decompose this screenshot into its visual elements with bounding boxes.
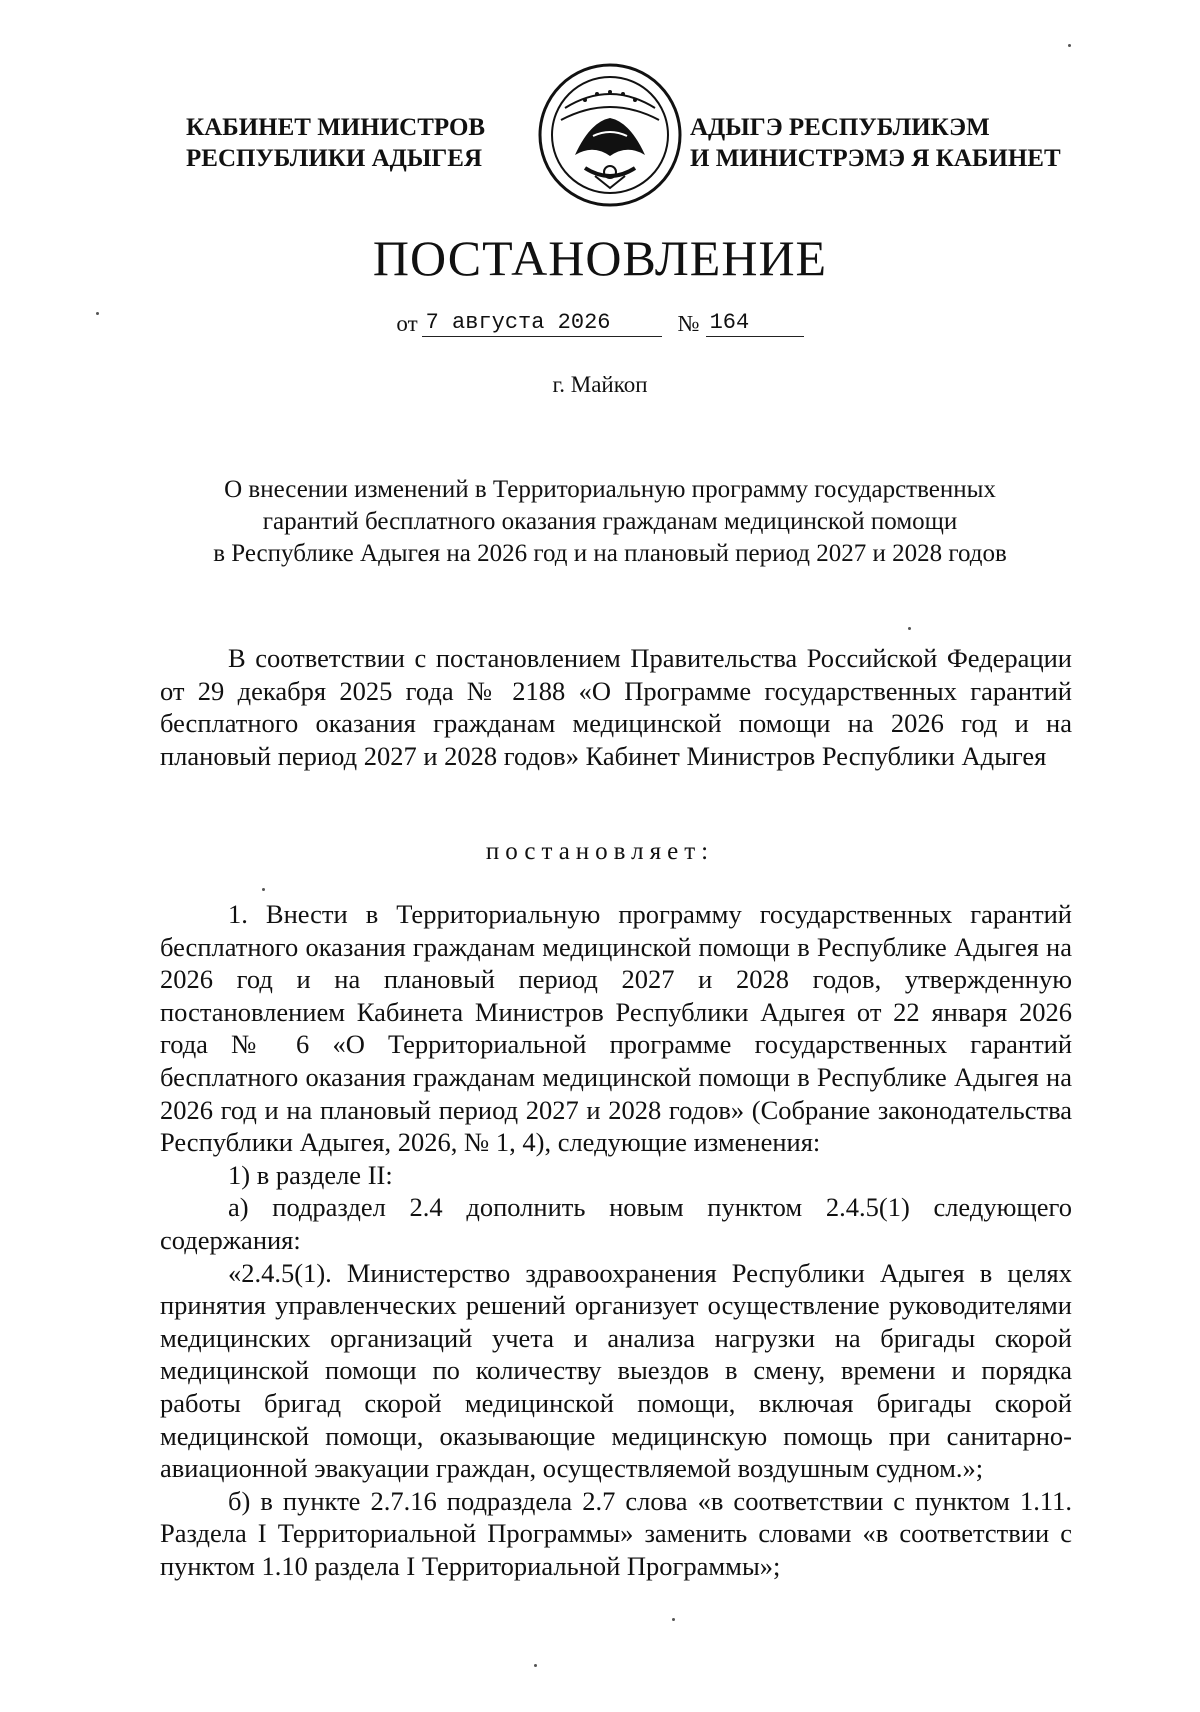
- city-line: г. Майкоп: [552, 372, 648, 397]
- issuer-russian-line1: КАБИНЕТ МИНИСТРОВ: [186, 114, 486, 141]
- scan-speck: [96, 312, 99, 315]
- issuer-russian-line2: РЕСПУБЛИКИ АДЫГЕЯ: [186, 145, 483, 172]
- scan-speck: [534, 1664, 537, 1667]
- number-field: 164: [706, 310, 804, 337]
- preamble-paragraph: В соответствии с постановлением Правительства Российской Федерации от 29 декабря 2025 года № 2188 «О Программе государственных гарантий бесплатного оказания гражданам медицинской помощи на 2026 год и на плановый период 2027 и 2028 годов» Кабинет Министров Республики Адыгея: [160, 643, 1072, 771]
- scan-speck: [908, 627, 911, 630]
- coat-of-arms-icon: [535, 60, 685, 210]
- subject-line2: гарантий бесплатного оказания гражданам медицинской помощи: [262, 508, 958, 535]
- scan-speck: [672, 1618, 675, 1621]
- paragraph-item-1: 1. Внести в Территориальную программу государственных гарантий бесплатного оказания гражданам медицинской помощи в Республике Адыгея на 2026 год и на плановый период 2027 и 2028 годов, утвержденную постановлением Кабинета Министров Республики Адыгея от 22 января 2026 года № 6 «О Территориальной программе государственных гарантий бесплатного оказания гражданам медицинской помощи в Республике Адыгея на 2026 год и на плановый период 2027 и 2028 годов» (Собрание законодательства Республики Адыгея, 2026, № 1, 4), следующие изменения:: [160, 899, 1072, 1158]
- scan-speck: [1068, 44, 1071, 47]
- number-label: №: [677, 311, 700, 336]
- subject-line1: О внесении изменений в Территориальную программу государственных: [224, 476, 996, 503]
- date-number-line: [0, 310, 1200, 337]
- date-prefix: от: [396, 311, 418, 336]
- paragraph-section-ii: 1) в разделе II:: [228, 1159, 393, 1190]
- paragraph-subitem-b: б) в пункте 2.7.16 подраздела 2.7 слова «в соответствии с пунктом 1.11. Раздела I Территориальной Программы» заменить словами «в соответствии с пунктом 1.10 раздела I Территориальной Программы»;: [160, 1485, 1072, 1581]
- scan-speck: [262, 888, 265, 891]
- preamble: [160, 642, 1072, 772]
- decree-body: [160, 898, 1072, 1582]
- date-field: 7 августа 2026: [422, 310, 662, 337]
- issuer-adyghe: [690, 112, 1110, 174]
- subject-line3: в Республике Адыгея на 2026 год и на плановый период 2027 и 2028 годов: [213, 540, 1007, 567]
- issuer-russian: [186, 112, 506, 174]
- decree-word: постановляет:: [485, 838, 715, 865]
- paragraph-quote-2-4-5-1: «2.4.5(1). Министерство здравоохранения Республики Адыгея в целях принятия управленческих решений организует осуществление руководителями медицинских организаций учета и анализа нагрузки на бригады скорой медицинской помощи по количеству выездов в смену, времени и порядка работы бригад скорой медицинской помощи, включая бригады скорой медицинской помощи, оказывающие медицинскую помощь при санитарно-авиационной эвакуации граждан, осуществляемой воздушным судном.»;: [160, 1257, 1072, 1484]
- document-title: ПОСТАНОВЛЕНИЕ: [372, 230, 828, 286]
- document-subject: [150, 474, 1070, 570]
- issuer-adyghe-line1: АДЫГЭ РЕСПУБЛИКЭМ: [690, 114, 990, 141]
- issuer-adyghe-line2: И МИНИСТРЭМЭ Я КАБИНЕТ: [690, 145, 1061, 172]
- paragraph-subitem-a: а) подраздел 2.4 дополнить новым пунктом 2.4.5(1) следующего содержания:: [160, 1192, 1072, 1255]
